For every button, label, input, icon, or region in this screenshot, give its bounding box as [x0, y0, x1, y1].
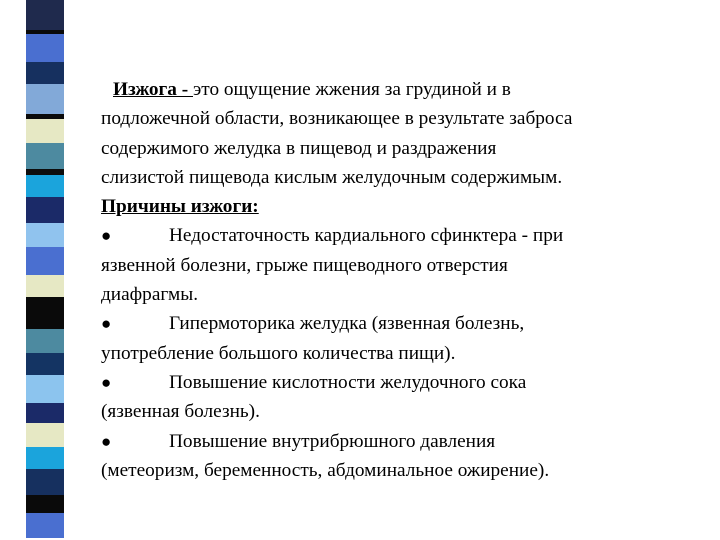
stripe-block: [26, 423, 64, 447]
decorative-color-stripe: [26, 0, 64, 540]
bullet-4-line-1: ● Повышение внутрибрюшного давления: [101, 427, 691, 456]
stripe-block: [26, 495, 64, 513]
stripe-block: [26, 275, 64, 297]
bullet-3-line-2: (язвенная болезнь).: [101, 401, 260, 423]
bullet-icon: ●: [101, 431, 112, 451]
bullet-1-line-1: ● Недостаточность кардиального сфинктера - при: [101, 221, 691, 250]
bullet-4-line-2: (метеоризм, беременность, абдоминальное ожирение).: [101, 459, 550, 481]
bullet-2-line-1: ● Гипермоторика желудка (язвенная болезнь,: [101, 309, 691, 338]
stripe-block: [26, 469, 64, 495]
stripe-block: [26, 403, 64, 423]
bullet-icon: ●: [101, 226, 112, 246]
intro-line-3: содержимого желудка в пищевод и раздражения: [101, 137, 497, 159]
bullet-1-line-3: диафрагмы.: [101, 284, 199, 306]
causes-heading: Причины изжоги:: [101, 196, 259, 218]
stripe-block: [26, 247, 64, 275]
slide-text-body: [101, 75, 691, 485]
stripe-block: [26, 197, 64, 223]
stripe-block: [26, 175, 64, 197]
bullet-3-line-1: ● Повышение кислотности желудочного сока: [101, 368, 691, 397]
stripe-block: [26, 447, 64, 469]
bullet-2-line-2: употребление большого количества пищи).: [101, 342, 456, 364]
stripe-block: [26, 0, 64, 30]
term-heartburn: Изжога -: [113, 79, 193, 100]
stripe-block: [26, 143, 64, 169]
stripe-block: [26, 513, 64, 538]
stripe-block: [26, 34, 64, 62]
intro-line-4: слизистой пищевода кислым желудочным содержимым.: [101, 166, 563, 188]
bullet-icon: ●: [101, 314, 112, 334]
intro-line-1: [101, 75, 691, 104]
stripe-block: [26, 223, 64, 247]
stripe-block: [26, 329, 64, 353]
bullet-1-line-2: язвенной болезни, грыже пищеводного отверстия: [101, 254, 508, 276]
stripe-block: [26, 297, 64, 329]
stripe-block: [26, 84, 64, 114]
stripe-block: [26, 353, 64, 375]
stripe-block: [26, 375, 64, 403]
intro-text: это ощущение жжения за грудиной и в: [193, 79, 511, 100]
bullet-icon: ●: [101, 372, 112, 392]
stripe-block: [26, 119, 64, 143]
stripe-block: [26, 62, 64, 84]
intro-line-2: подложечной области, возникающее в результате заброса: [101, 108, 573, 130]
